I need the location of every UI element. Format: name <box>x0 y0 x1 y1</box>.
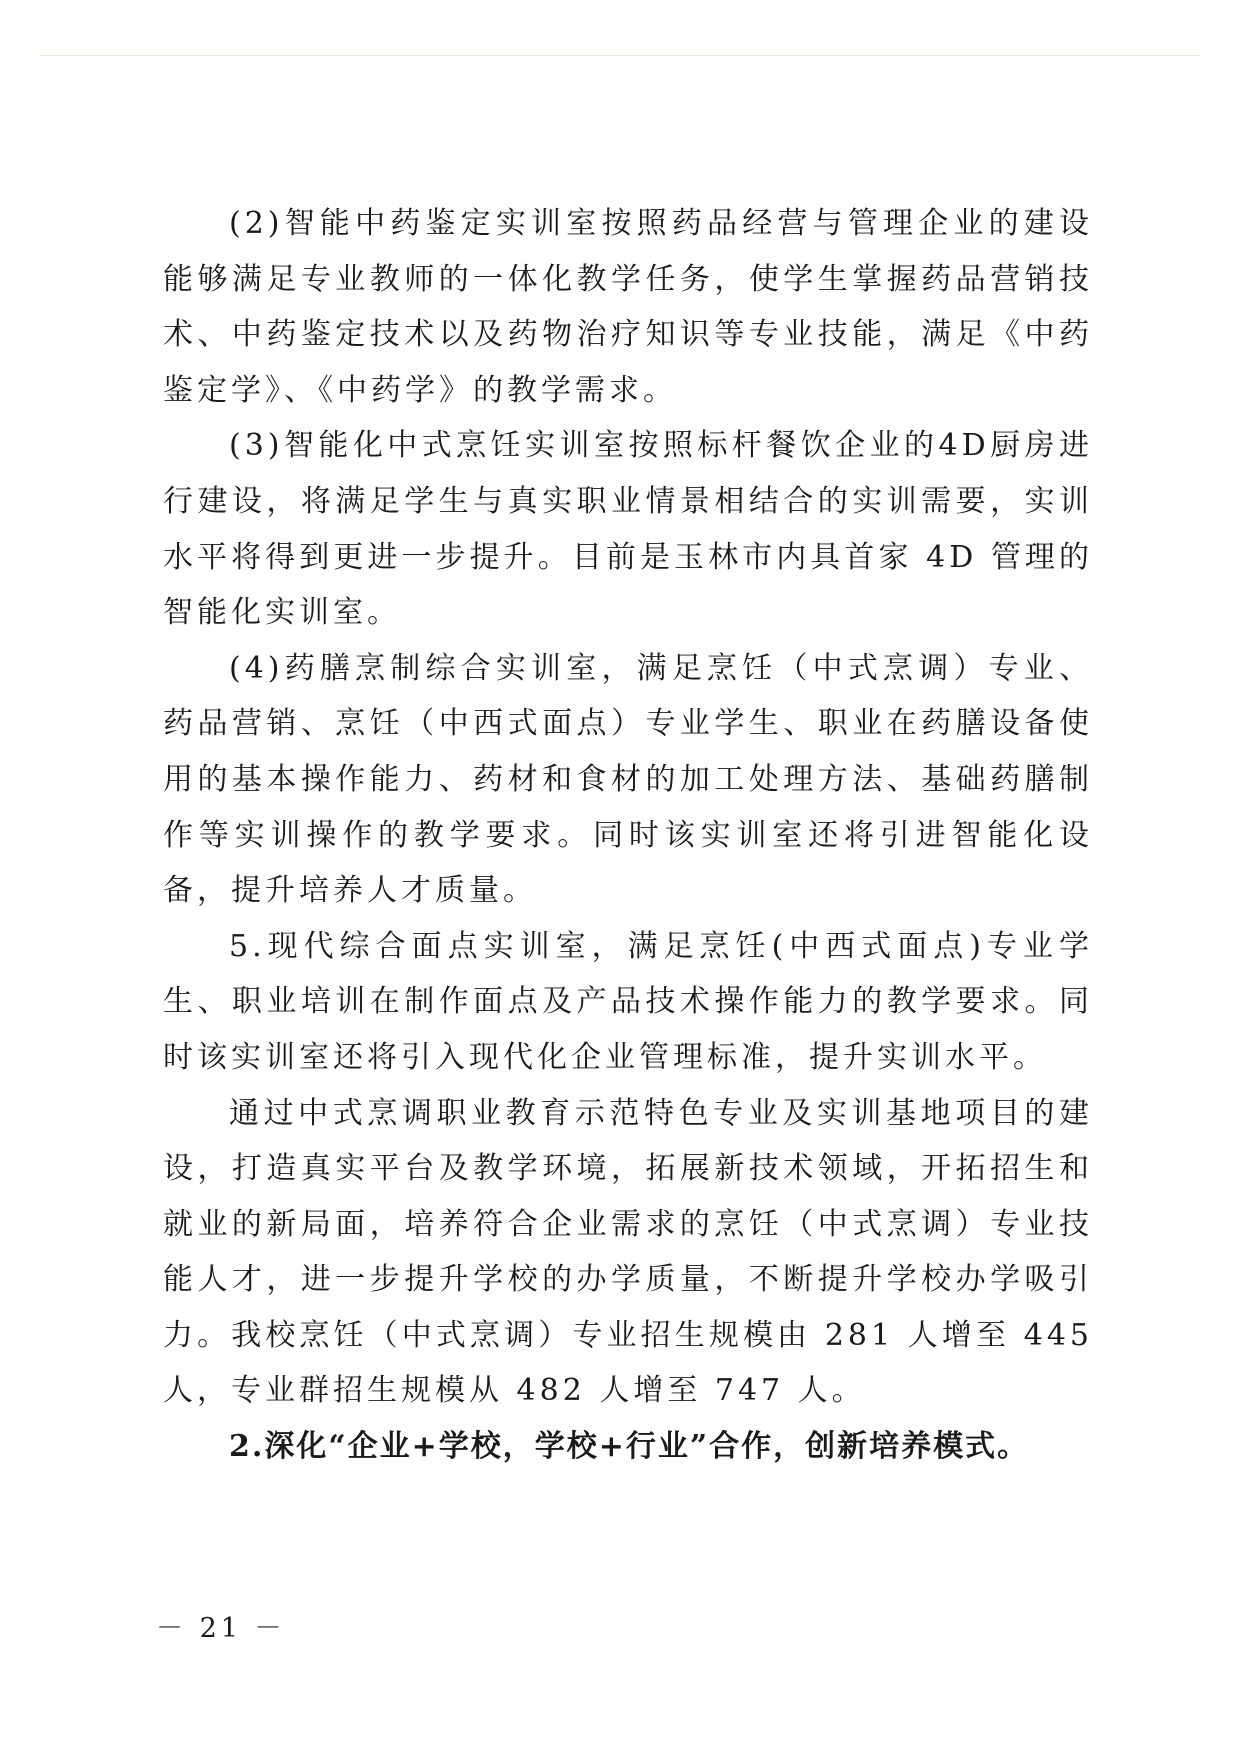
paragraph-chinese-cooking-lab: (3)智能化中式烹饪实训室按照标杆餐饮企业的4D厨房进行建设，将满足学生与真实职业情景相结合的实训需要，实训水平将得到更进一步提升。目前是玉林市内具首家 4D 管理的智能化实训室。 <box>163 428 1093 631</box>
body-text <box>163 196 1093 1475</box>
paragraph-smart-tcm-lab: (2)智能中药鉴定实训室按照药品经营与管理企业的建设能够满足专业教师的一体化教学任务，使学生掌握药品营销技术、中药鉴定技术以及药物治疗知识等专业技能，满足《中药鉴定学》、《中药学》的教学需求。 <box>163 206 1093 408</box>
paragraph-project-summary: 通过中式烹调职业教育示范特色专业及实训基地项目的建设，打造真实平台及教学环境，拓展新技术领域，开拓招生和就业的新局面，培养符合企业需求的烹饪（中式烹调）专业技能人才，进一步提升学校的办学质量，不断提升学校办学吸引力。我校烹饪（中式烹调）专业招生规模由 281 人增至 445 人，专业群招生规模从 482 人增至 747 人。 <box>163 1095 1093 1409</box>
page-number: － 21 － <box>156 1613 286 1644</box>
section-heading: 2.深化“企业+学校，学校+行业”合作，创新培养模式。 <box>229 1429 1030 1465</box>
paragraph-pastry-lab: 5.现代综合面点实训室，满足烹饪(中西式面点)专业学生、职业培训在制作面点及产品技术操作能力的教学要求。同时该实训室还将引入现代化企业管理标准，提升实训水平。 <box>163 928 1093 1075</box>
top-border-line <box>40 55 1200 56</box>
paragraph-medicinal-diet-lab: (4)药膳烹制综合实训室，满足烹饪（中式烹调）专业、药品营销、烹饪（中西式面点）专业学生、职业在药膳设备使用的基本操作能力、药材和食材的加工处理方法、基础药膳制作等实训操作的教学要求。同时该实训室还将引进智能化设备，提升培养人才质量。 <box>163 650 1093 909</box>
